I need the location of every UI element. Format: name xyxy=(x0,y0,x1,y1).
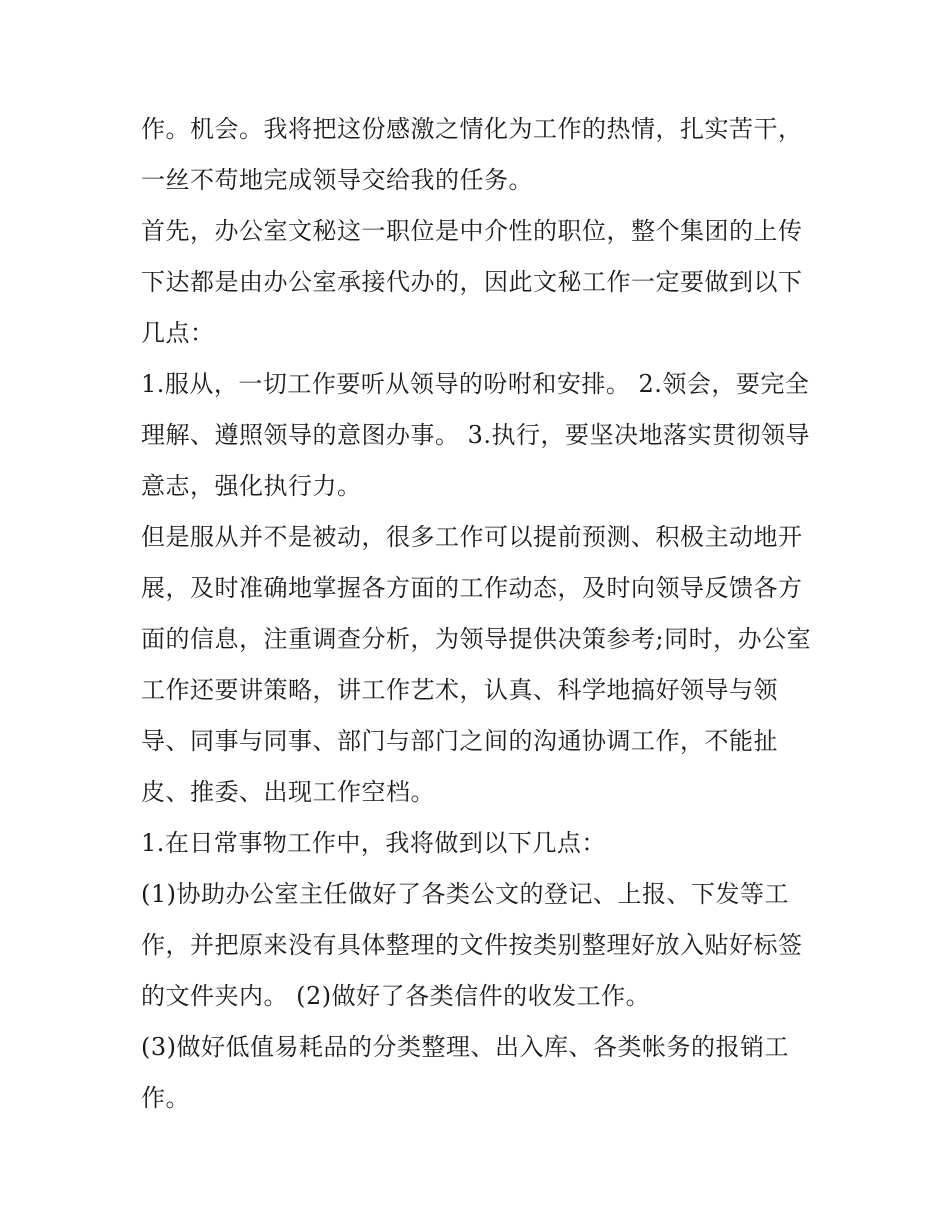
paragraph-position-intro: 首先，办公室文秘这一职位是中介性的职位，整个集团的上传下达都是由办公室承接代办的，因此文秘工作一定要做到以下几点： xyxy=(141,217,803,347)
document-body xyxy=(141,104,816,1124)
paragraph-documents-and-mail: (1)协助办公室主任做好了各类公文的登记、上报、下发等工作，并把原来没有具体整理的文件按类别整理好放入贴好标签的文件夹内。 (2)做好了各类信件的收发工作。 xyxy=(141,880,803,1010)
paragraph-daily-affairs-heading: 1.在日常事物工作中，我将做到以下几点： xyxy=(141,829,606,857)
paragraph-obey-understand-execute: 1.服从，一切工作要听从领导的吩咐和安排。 2.领会，要完全理解、遵照领导的意图办事。 3.执行，要坚决地落实贯彻领导意志，强化执行力。 xyxy=(141,370,811,500)
paragraph-proactive-work: 但是服从并不是被动，很多工作可以提前预测、积极主动地开展，及时准确地掌握各方面的工作动态，及时向领导反馈各方面的信息，注重调查分析，为领导提供决策参考;同时，办公室工作还要讲策略，讲工作艺术，认真、科学地搞好领导与领导、同事与同事、部门与部门之间的沟通协调工作，不能扯皮、推委、出现工作空档。 xyxy=(141,523,812,806)
paragraph-consumables-and-accounts: (3)做好低值易耗品的分类整理、出入库、各类帐务的报销工作。 xyxy=(141,1033,789,1112)
paragraph-gratitude: 作。机会。我将把这份感激之情化为工作的热情，扎实苦干，一丝不苟地完成领导交给我的任务。 xyxy=(141,115,803,194)
